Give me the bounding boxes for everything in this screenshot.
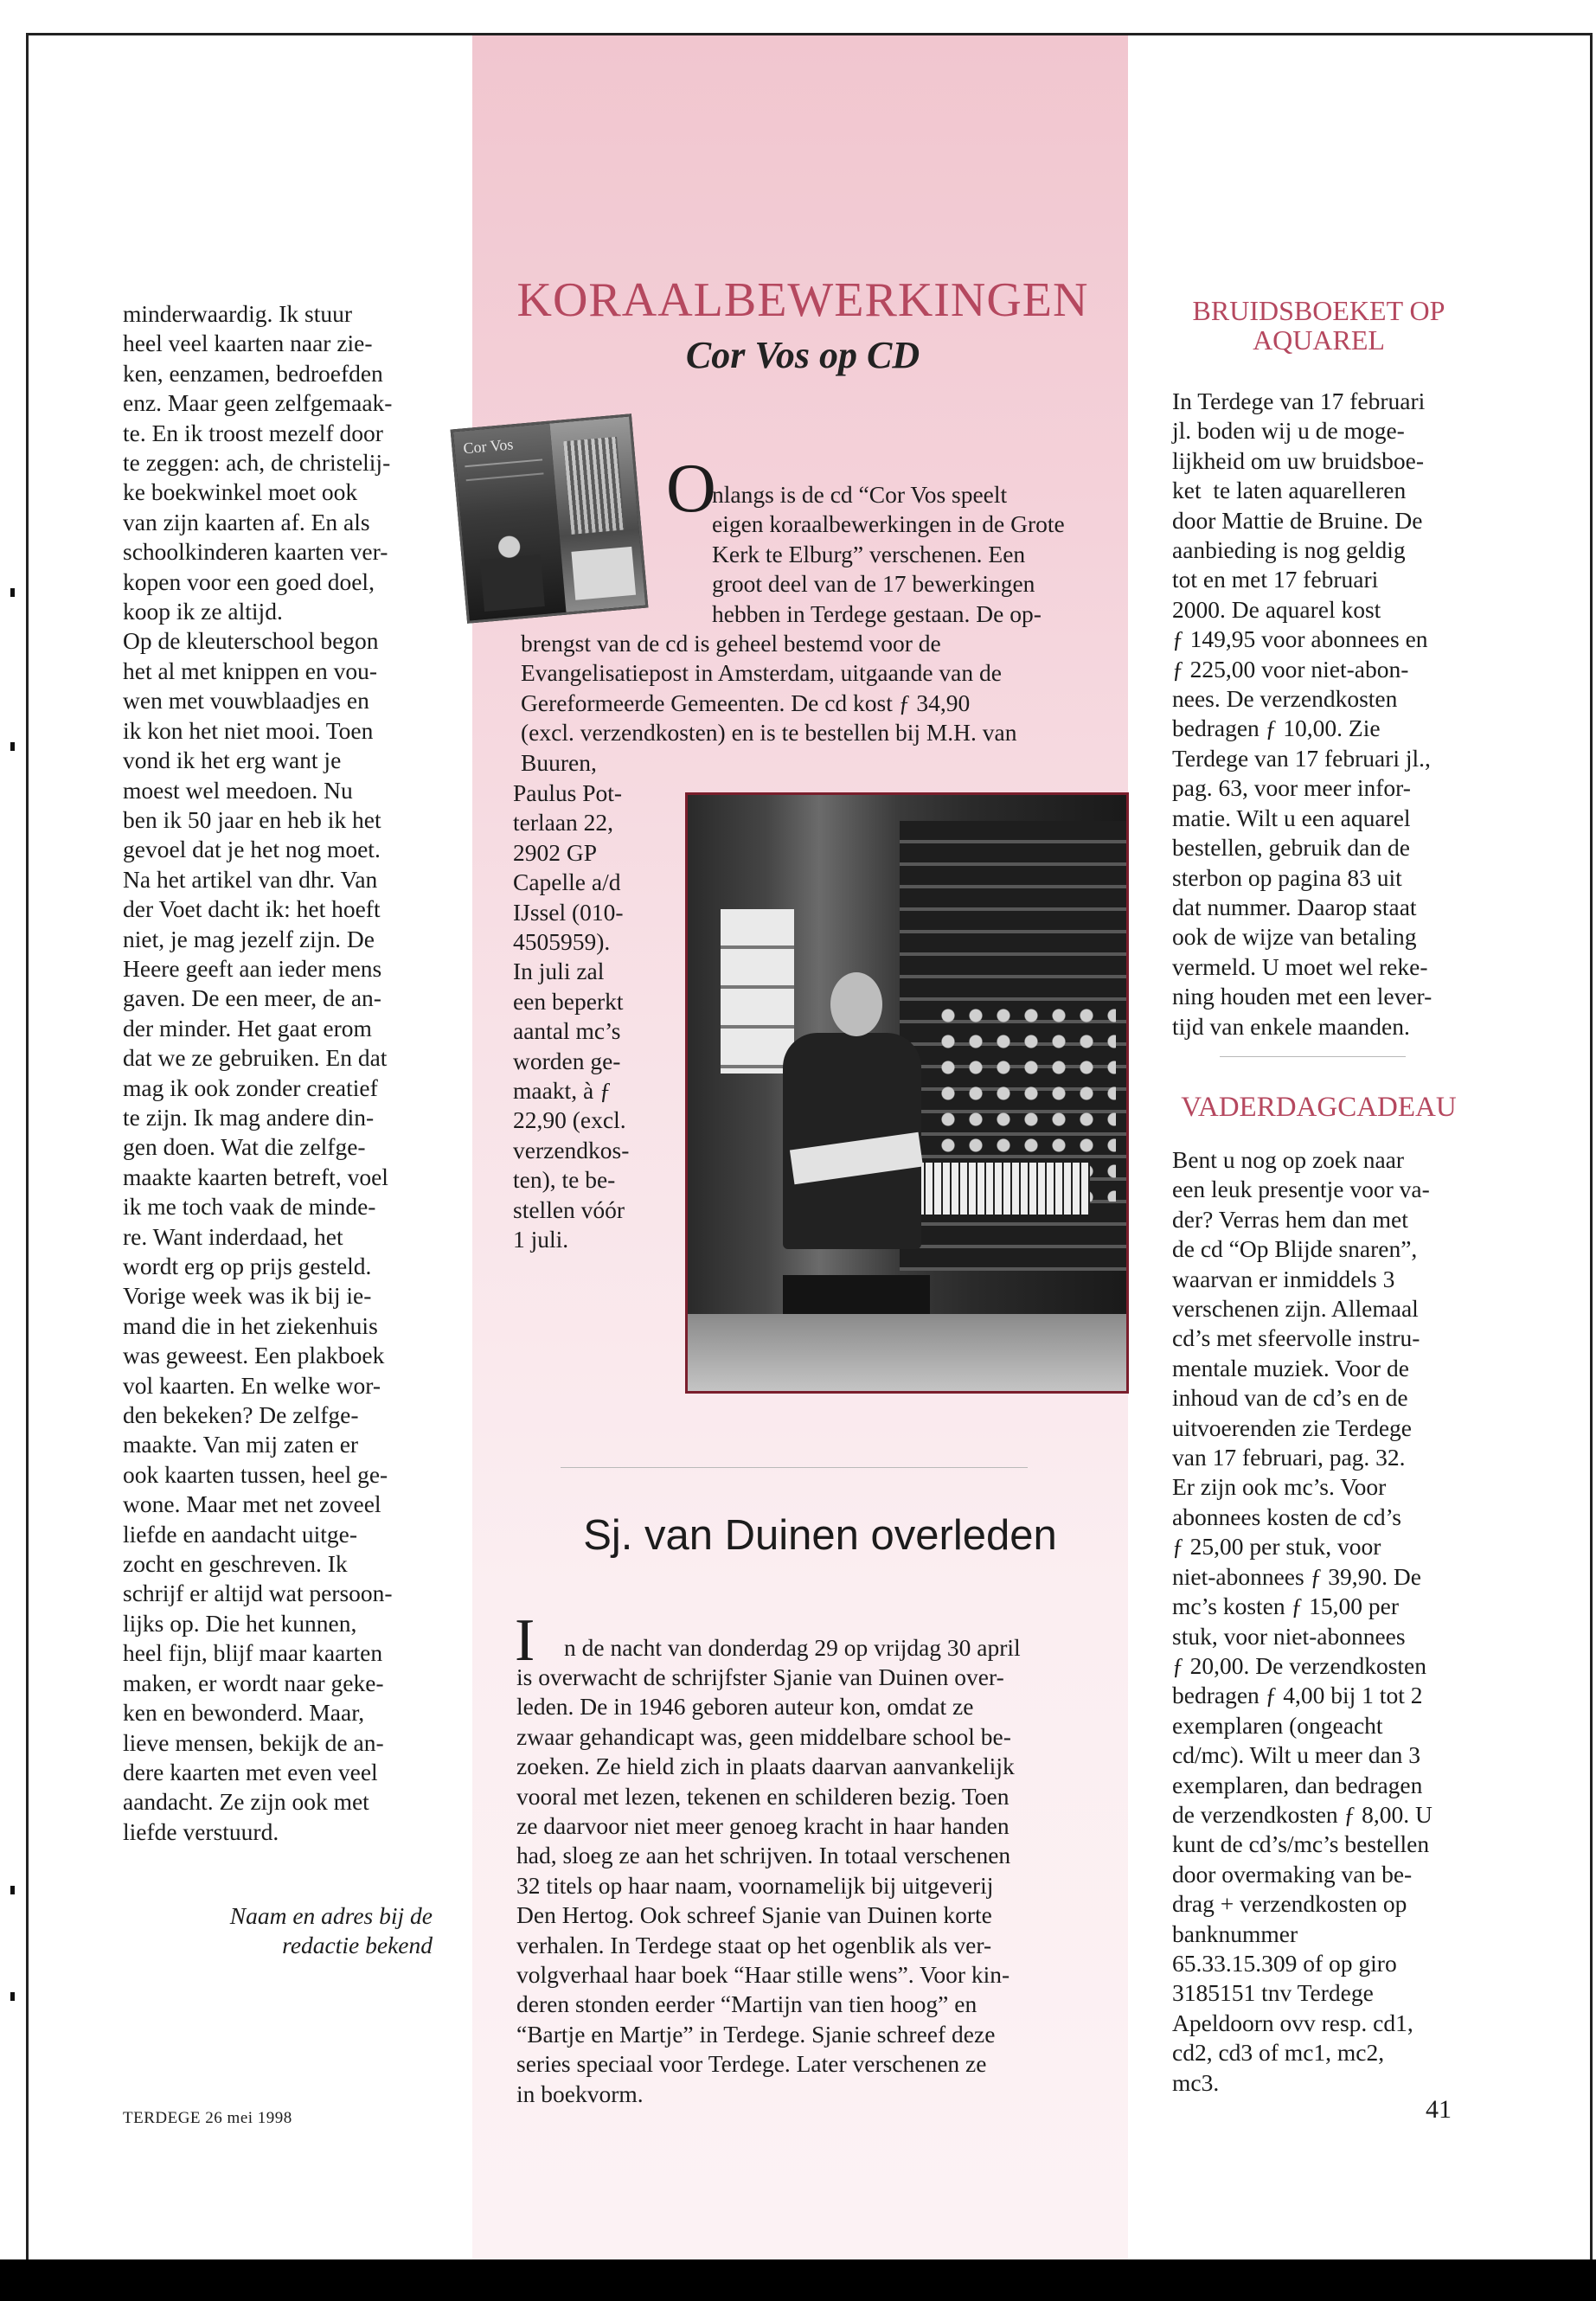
scan-mark: [10, 742, 15, 751]
right-column-divider: [1220, 1056, 1406, 1057]
cd-cover-organ-pipes: [563, 437, 625, 535]
koraal-intro: nlangs is de cd “Cor Vos speelt eigen koraalbewerkingen in de Grote Kerk te Elburg” verschenen. Een groot deel van de 17 bewerkingen hebben in Terdege gestaan. De op-: [712, 481, 1065, 627]
cd-cover-person: [478, 529, 545, 612]
letter-signature: Naam en adres bij de redactie bekend: [229, 1902, 433, 1959]
publication-footer: TERDEGE 26 mei 1998: [123, 2109, 292, 2127]
photo-floor: [688, 1314, 1126, 1394]
koraal-body: brengst van de cd is geheel bestemd voor de Evangelisatiepost in Amsterdam, uitgaande van de Gereformeerde Gemeenten. De cd kost ƒ 34,90 (excl. verzendkosten) en is te bestellen bij M.H. van Buuren,: [521, 630, 1017, 776]
page-frame-bottom: [0, 2259, 1596, 2301]
koraal-dropcap: O: [666, 451, 716, 527]
koraal-address: Paulus Pot- terlaan 22, 2902 GP Capelle a/d IJssel (010- 4505959). In juli zal een beperkt aantal mc’s worden ge- maakt, à ƒ 22,90 (excl. verzendkos- ten), te be- stellen vóór 1 juli.: [513, 779, 630, 1253]
section-divider: [561, 1467, 1028, 1468]
photo-window: [721, 909, 794, 1074]
photo-organist-head: [830, 972, 882, 1036]
vaderdag-body: Bent u nog op zoek naar een leuk presentje voor va- der? Verras hem dan met de cd “Op Blijde snaren”, waarvan er inmiddels 3 verschenen zijn. Allemaal cd’s met sfeervolle instru- mentale muziek. Voor de inhoud van de cd’s en de uitvoerenden zie Terdege van 17 februari, pag. 32. Er zijn ook mc’s. Voor abonnees kosten de cd’s ƒ 25,00 per stuk, voor niet-abonnees ƒ 39,90. De mc’s kosten ƒ 15,00 per stuk, voor niet-abonnees ƒ 20,00. De verzendkosten bedragen ƒ 4,00 bij 1 tot 2 exemplaren (ongeacht cd/mc). Wilt u meer dan 3 exemplaren, dan bedragen de verzendkosten ƒ 8,00. U kunt de cd’s/mc’s bestellen door overmaking van be- drag + verzendkosten op banknummer 65.33.15.309 of op giro 3185151 tnv Terdege Apeldoorn ovv resp. cd1, cd2, cd3 of mc1, mc2, mc3.: [1172, 1146, 1433, 2096]
organist-photo: [685, 792, 1129, 1394]
page-frame-left: [26, 33, 29, 2282]
obituary-first-line: n de nacht van donderdag 29 op vrijdag 30 april: [564, 1634, 1021, 1661]
vaderdag-title: VADERDAGCADEAU: [1181, 1092, 1457, 1123]
obituary-dropcap: I: [515, 1607, 535, 1674]
bruidsboeket-body: In Terdege van 17 februari jl. boden wij u de moge- lijkheid om uw bruidsboe- ket te laten aquarelleren door Mattie de Bruine. De aanbieding is nog geldig tot en met 17 februari 2000. De aquarel kost ƒ 149,95 voor abonnees en ƒ 225,00 voor niet-abon- nees. De verzendkosten bedragen ƒ 10,00. Zie Terdege van 17 februari jl., pag. 63, voor meer infor- matie. Wilt u een aquarel bestellen, gebruik dan de sterbon op pagina 83 uit dat nummer. Daarop staat ook de wijze van betaling vermeld. U moet wel reke- ning houden met een lever- tijd van enkele maanden.: [1172, 388, 1433, 1040]
letter-body: minderwaardig. Ik stuur heel veel kaarten naar zie- ken, eenzamen, bedroefden enz. Maar geen zelfgemaak- te. En ik troost mezelf door te zeggen: ach, de christelij- ke boekwinkel moet ook van zijn kaarten af. En als schoolkinderen kaarten ver- kopen voor een goed doel, koop ik ze altijd. Op de kleuterschool begon het al met knippen en vou- wen met vouwblaadjes en ik kon het niet mooi. Toen vond ik het erg want je moest wel meedoen. Nu ben ik 50 jaar en heb ik het gevoel dat je het nog moet. Na het artikel van dhr. Van der Voet dacht ik: het hoeft niet, je mag jezelf zijn. De Heere geeft aan ieder mens gaven. De een meer, de an- der minder. Het gaat erom dat we ze gebruiken. En dat mag ik ook zonder creatief te zijn. Ik mag andere din- gen doen. Wat die zelfge- maakte kaarten betreft, voel ik me toch vaak de minde- re. Want inderdaad, het wordt erg op prijs gesteld. Vorige week was ik bij ie- mand die in het ziekenhuis was geweest. Een plakboek vol kaarten. En welke wor- den bekeken? De zelfge- maakte. Van mij zaten er ook kaarten tussen, heel ge- wone. Maar met net zoveel liefde en aandacht uitge- zocht en geschreven. Ik schrijf er altijd wat persoon- lijks op. Die het kunnen, heel fijn, blijf maar kaarten maken, er wordt naar geke- ken en bewonderd. Maar, lieve mensen, bekijk de an- dere kaarten met even veel aandacht. Ze zijn ook met liefde verstuurd.: [123, 300, 393, 1845]
obituary-title: Sj. van Duinen overleden: [583, 1512, 1057, 1559]
scan-mark: [10, 1992, 15, 2001]
cd-cover-image: [451, 413, 649, 623]
page-frame-right: [1590, 33, 1593, 2282]
cd-cover-title: Cor Vos: [462, 435, 515, 458]
photo-bench: [783, 1275, 930, 1318]
scan-mark: [10, 1886, 15, 1894]
obituary-body: is overwacht de schrijfster Sjanie van Duinen over- leden. De in 1946 geboren auteur kon, omdat ze zwaar gehandicapt was, geen middelbare school be- zoeken. Ze hield zich in plaats daarvan aanvankelijk vooral met lezen, tekenen en schilderen bezig. Toen ze daarvoor niet meer genoeg kracht in haar handen had, sloeg ze aan het schrijven. In totaal verschenen 32 titels op haar naam, voornamelijk bij uitgeverij Den Hertog. Ook schreef Sjanie van Duinen korte verhalen. In Terdege staat op het ogenblik als ver- volgverhaal haar boek “Haar stille wens”. Voor kin- deren stonden eerder “Martijn van tien hoog” en “Bartje en Martje” in Terdege. Sjanie schreef deze series speciaal voor Terdege. Later verschenen ze in boekvorm.: [516, 1663, 1015, 2107]
bruidsboeket-title: BRUIDSBOEKET OP AQUAREL: [1192, 295, 1445, 356]
koraal-subtitle: Cor Vos op CD: [685, 334, 920, 376]
scan-mark: [10, 588, 15, 597]
cd-cover-label: [571, 547, 636, 600]
koraal-title: KORAALBEWERKINGEN: [516, 273, 1089, 327]
page-number: 41: [1426, 2095, 1452, 2124]
